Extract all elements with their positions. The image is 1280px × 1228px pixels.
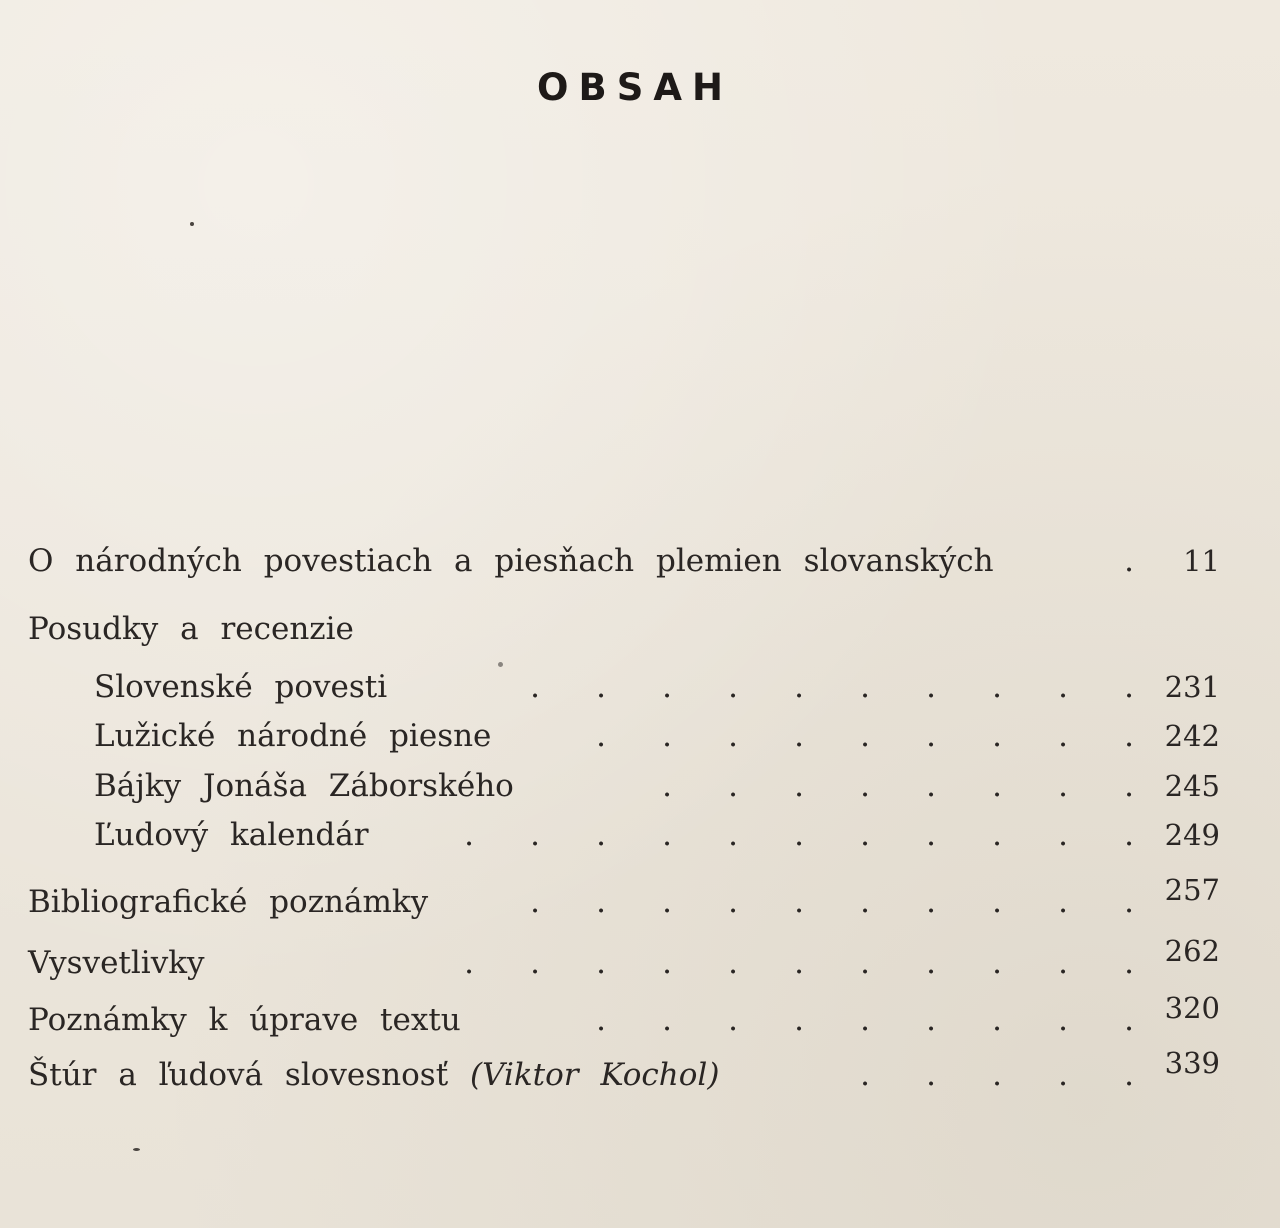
leader-dot: . — [1058, 718, 1068, 754]
paper-speck — [190, 222, 194, 226]
leader-dot: . — [728, 817, 738, 853]
leader-dot: . — [1058, 768, 1068, 804]
leader-dot: . — [1058, 884, 1068, 920]
toc-entry-label: Lužické národné piesne — [94, 718, 492, 754]
leader-dot: . — [794, 669, 804, 705]
toc-section-heading — [28, 609, 1220, 649]
toc-section-label: Posudky a recenzie — [28, 611, 354, 647]
leader-dot: . — [728, 1002, 738, 1038]
leader-dot: . — [794, 884, 804, 920]
leader-dot: . — [1058, 1057, 1068, 1093]
leader-dot: . — [992, 1002, 1002, 1038]
toc-page-number: 242 — [1164, 719, 1220, 753]
leader-dot: . — [1058, 669, 1068, 705]
leader-dot: . — [1124, 768, 1134, 804]
leader-dot: . — [596, 1002, 606, 1038]
leader-dot: . — [926, 669, 936, 705]
toc-entry[interactable] — [28, 1046, 1220, 1095]
leader-dot: . — [530, 884, 540, 920]
toc-page-number: 11 — [1183, 544, 1220, 578]
leader-dot: . — [662, 768, 672, 804]
leader-dot: . — [530, 945, 540, 981]
toc-leader-dots — [408, 943, 1134, 983]
leader-dot: . — [596, 718, 606, 754]
leader-dot: . — [662, 718, 672, 754]
leader-dot: . — [860, 1057, 870, 1093]
leader-dot: . — [1124, 718, 1134, 754]
toc-page-number: 339 — [1164, 1046, 1220, 1080]
toc-leader-dots: . — [1124, 543, 1134, 579]
leader-dot: . — [662, 669, 672, 705]
leader-dot: . — [860, 1002, 870, 1038]
toc-subentry[interactable] — [28, 766, 1220, 806]
leader-dot: . — [926, 817, 936, 853]
toc-leader-dots — [474, 882, 1134, 922]
toc-page-number: 257 — [1164, 873, 1220, 907]
leader-dot: . — [794, 817, 804, 853]
leader-dot: . — [728, 718, 738, 754]
leader-dot: . — [992, 945, 1002, 981]
leader-dot: . — [1058, 945, 1068, 981]
toc-leader-dots — [474, 667, 1134, 707]
leader-dot: . — [728, 669, 738, 705]
leader-dot: . — [596, 669, 606, 705]
toc-entry-label: Poznámky k úprave textu — [28, 1002, 461, 1038]
toc-entry-label: O národných povestiach a piesňach plemien slovanských — [28, 543, 994, 579]
leader-dot: . — [1124, 1002, 1134, 1038]
toc-entry-label: Ľudový kalendár — [94, 817, 369, 853]
toc-entry[interactable] — [28, 873, 1220, 922]
leader-dot: . — [596, 817, 606, 853]
toc-entry[interactable] — [28, 991, 1220, 1040]
toc-leader-dots — [606, 766, 1134, 806]
leader-dot: . — [860, 817, 870, 853]
toc-entry[interactable] — [28, 541, 1220, 581]
leader-dot: . — [1124, 1057, 1134, 1093]
leader-dot: . — [464, 817, 474, 853]
toc-page-number: 262 — [1164, 934, 1220, 968]
toc-leader-dots — [540, 716, 1134, 756]
leader-dot: . — [992, 718, 1002, 754]
toc-page-number: 249 — [1164, 818, 1220, 852]
leader-dot: . — [1124, 945, 1134, 981]
leader-dot: . — [926, 1002, 936, 1038]
leader-dot: . — [926, 1057, 936, 1093]
leader-dot: . — [596, 884, 606, 920]
leader-dot: . — [662, 884, 672, 920]
leader-dot: . — [926, 945, 936, 981]
leader-dot: . — [662, 945, 672, 981]
leader-dot: . — [992, 817, 1002, 853]
leader-dot: . — [992, 768, 1002, 804]
toc-subentry[interactable] — [28, 815, 1220, 855]
toc-entry-label: Bibliografické poznámky — [28, 884, 429, 920]
toc-subentry[interactable] — [28, 716, 1220, 756]
leader-dot: . — [926, 768, 936, 804]
toc-entry-label: Slovenské povesti — [94, 669, 388, 705]
leader-dot: . — [728, 884, 738, 920]
toc-leader-dots — [540, 1000, 1134, 1040]
toc-entry-label: Bájky Jonáša Záborského — [94, 768, 514, 804]
leader-dot: . — [992, 1057, 1002, 1093]
leader-dot: . — [992, 884, 1002, 920]
leader-dot: . — [860, 945, 870, 981]
leader-dot: . — [1124, 669, 1134, 705]
toc-entry-author: (Viktor Kochol) — [470, 1057, 720, 1093]
toc-page-number: 245 — [1164, 769, 1220, 803]
leader-dot: . — [530, 817, 540, 853]
toc-entry-label: Vysvetlivky — [28, 945, 205, 981]
leader-dot: . — [662, 817, 672, 853]
leader-dot: . — [662, 1002, 672, 1038]
leader-dot: . — [728, 768, 738, 804]
toc-entry-label — [28, 1055, 719, 1095]
leader-dot: . — [464, 945, 474, 981]
toc-page-number: 320 — [1164, 991, 1220, 1025]
leader-dot: . — [794, 945, 804, 981]
leader-dot: . — [596, 945, 606, 981]
leader-dot: . — [728, 945, 738, 981]
leader-dot: . — [860, 768, 870, 804]
leader-dot: . — [926, 884, 936, 920]
leader-dot: . — [1058, 817, 1068, 853]
toc-leader-dots — [804, 1055, 1134, 1095]
leader-dot: . — [860, 884, 870, 920]
toc-subentry[interactable] — [28, 667, 1220, 707]
toc-leader-dots — [408, 815, 1134, 855]
leader-dot: . — [860, 669, 870, 705]
leader-dot: . — [794, 718, 804, 754]
leader-dot: . — [1124, 817, 1134, 853]
leader-dot: . — [1124, 884, 1134, 920]
leader-dot: . — [860, 718, 870, 754]
leader-dot: . — [1058, 1002, 1068, 1038]
page-title: OBSAH — [537, 66, 733, 109]
toc-entry-title: Štúr a ľudová slovesnosť — [28, 1057, 449, 1093]
toc-entry[interactable] — [28, 934, 1220, 983]
toc-page-number: 231 — [1164, 670, 1220, 704]
leader-dot: . — [794, 1002, 804, 1038]
leader-dot: . — [530, 669, 540, 705]
paper-speck — [133, 1148, 140, 1151]
leader-dot: . — [992, 669, 1002, 705]
leader-dot: . — [926, 718, 936, 754]
leader-dot: . — [794, 768, 804, 804]
